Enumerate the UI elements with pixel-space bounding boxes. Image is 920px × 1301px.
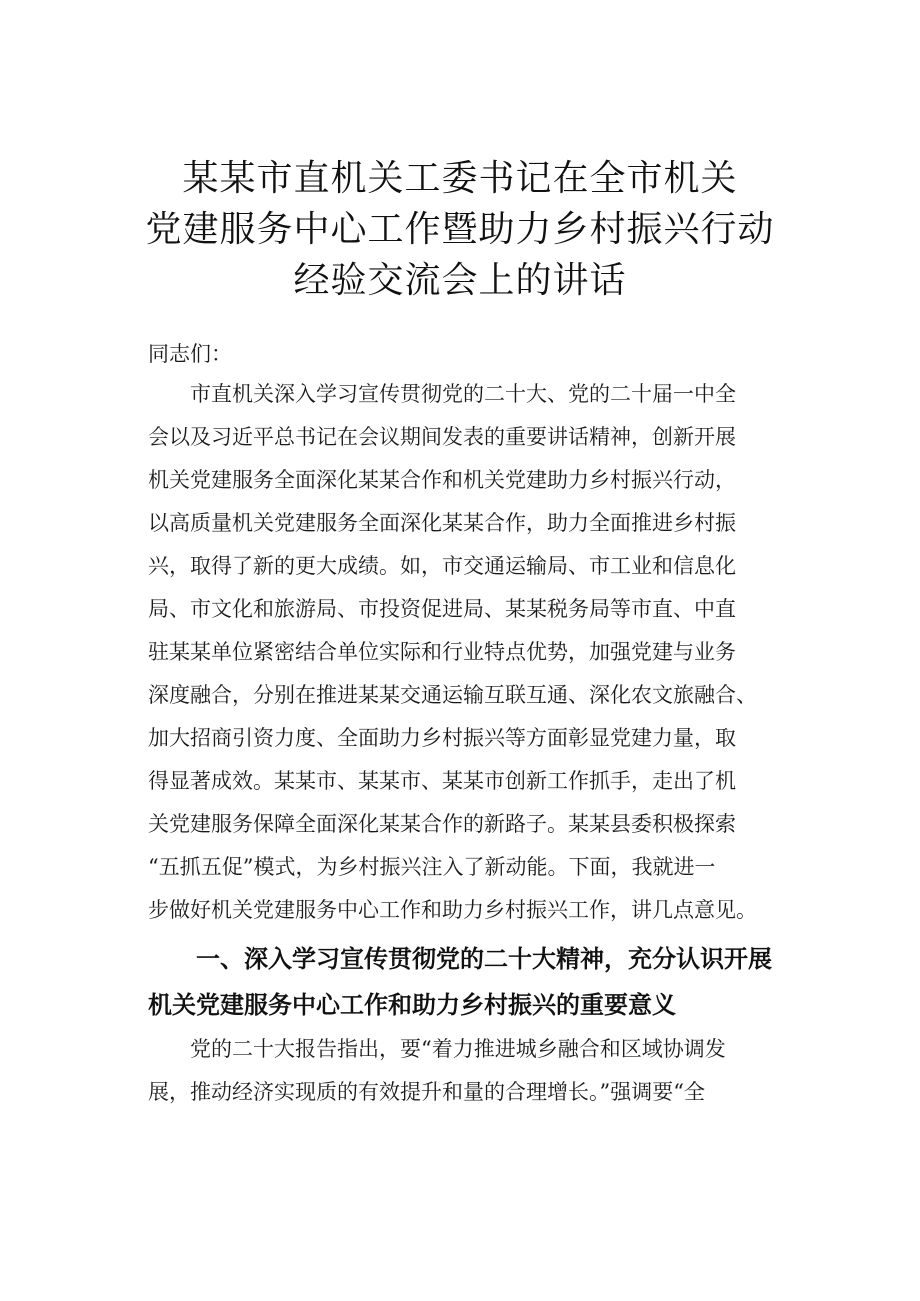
paragraph-line: 兴，取得了新的更大成绩。如，市交通运输局、市工业和信息化 xyxy=(148,554,736,578)
paragraph-line: 得显著成效。某某市、某某市、某某市创新工作抓手，走出了机 xyxy=(148,769,736,793)
section-heading-1 xyxy=(148,936,828,1028)
paragraph-line: 关党建服务保障全面深化某某合作的新路子。某某县委积极探索 xyxy=(148,812,736,836)
paragraph-line: “五抓五促”模式，为乡村振兴注入了新动能。下面，我就进一 xyxy=(148,855,716,879)
paragraph-line: 驻某某单位紧密结合单位实际和行业特点优势，加强党建与业务 xyxy=(148,640,736,664)
paragraph-line: 市直机关深入学习宣传贯彻党的二十大、党的二十届一中全 xyxy=(148,382,736,406)
document-title xyxy=(100,153,820,306)
paragraph-1 xyxy=(148,373,808,932)
paragraph-line: 会以及习近平总书记在会议期间发表的重要讲话精神，创新开展 xyxy=(148,425,736,449)
paragraph-line: 党的二十大报告指出，要“着力推进城乡融合和区域协调发 xyxy=(148,1037,726,1061)
title-line-1: 某某市直机关工委书记在全市机关 xyxy=(182,158,738,199)
heading-line-1: 一、深入学习宣传贯彻党的二十大精神，充分认识开展 xyxy=(148,945,772,973)
paragraph-line: 展，推动经济实现质的有效提升和量的合理增长。”强调要“全 xyxy=(148,1080,705,1104)
paragraph-line: 以高质量机关党建服务全面深化某某合作，助力全面推进乡村振 xyxy=(148,511,736,535)
salutation xyxy=(148,333,808,376)
paragraph-2 xyxy=(148,1028,808,1114)
paragraph-line: 深度融合，分别在推进某某交通运输互联互通、深化农文旅融合、 xyxy=(148,683,757,707)
paragraph-line: 加大招商引资力度、全面助力乡村振兴等方面彰显党建力量，取 xyxy=(148,726,736,750)
paragraph-line: 机关党建服务全面深化某某合作和机关党建助力乡村振兴行动， xyxy=(148,468,736,492)
title-line-2: 党建服务中心工作暨助力乡村振兴行动 xyxy=(145,209,775,250)
title-line-3: 经验交流会上的讲话 xyxy=(293,260,627,301)
paragraph-line: 局、市文化和旅游局、市投资促进局、某某税务局等市直、中直 xyxy=(148,597,736,621)
heading-line-2: 机关党建服务中心工作和助力乡村振兴的重要意义 xyxy=(148,991,676,1019)
salutation-text: 同志们： xyxy=(148,342,232,366)
paragraph-line: 步做好机关党建服务中心工作和助力乡村振兴工作，讲几点意见。 xyxy=(148,898,757,922)
